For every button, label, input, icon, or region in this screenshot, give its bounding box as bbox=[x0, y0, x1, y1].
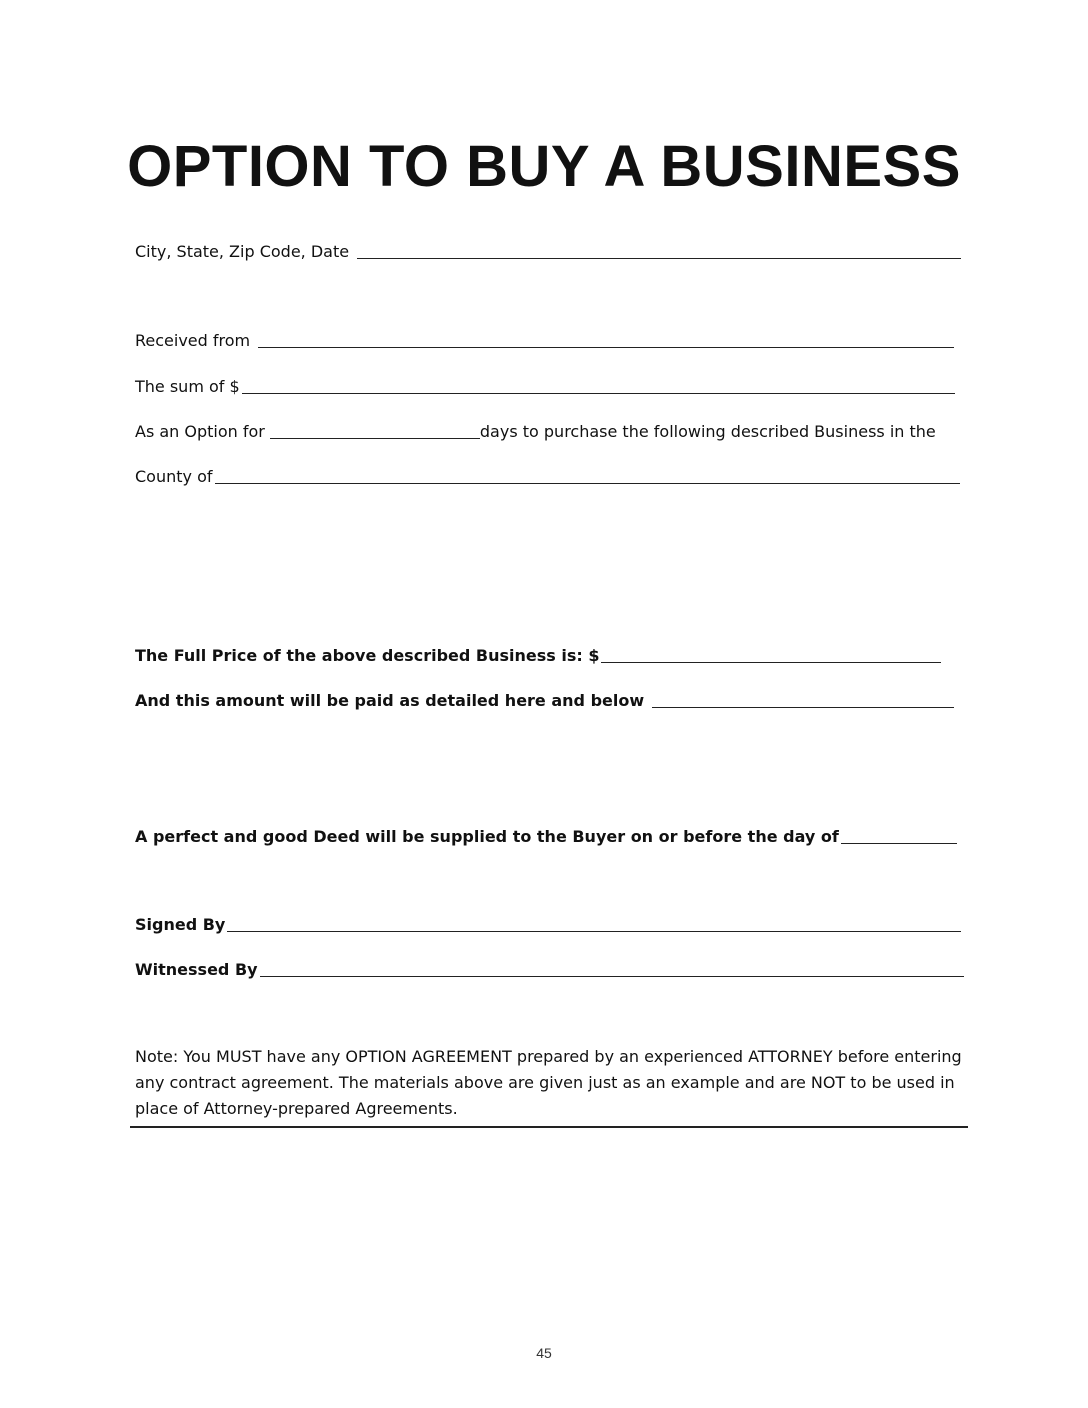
received-from-label: Received from bbox=[135, 331, 251, 350]
attorney-note: Note: You MUST have any OPTION AGREEMENT prepared by an experienced ATTORNEY before entering any contract agreement. The materials above are given just as an example and are NOT to be used in place of Attorney-prepared Agreements. bbox=[135, 1047, 962, 1118]
document-title: OPTION TO BUY A BUSINESS bbox=[127, 134, 961, 199]
sum-of-row bbox=[135, 371, 955, 397]
full-price-row bbox=[135, 640, 941, 666]
paid-detail-label: And this amount will be paid as detailed here and below bbox=[135, 691, 645, 710]
county-of-field[interactable] bbox=[215, 467, 961, 484]
city-state-zip-date-field[interactable] bbox=[357, 242, 961, 259]
received-from-row bbox=[135, 325, 954, 351]
city-state-zip-date-row bbox=[135, 236, 961, 262]
county-of-label: County of bbox=[135, 467, 213, 486]
witnessed-by-field[interactable] bbox=[260, 960, 964, 977]
sum-of-field[interactable] bbox=[242, 377, 955, 394]
deed-label: A perfect and good Deed will be supplied to the Buyer on or before the day of bbox=[135, 827, 839, 846]
witnessed-by-label: Witnessed By bbox=[135, 960, 258, 979]
signed-by-field[interactable] bbox=[227, 915, 961, 932]
signed-by-row bbox=[135, 909, 961, 935]
deed-row bbox=[135, 821, 957, 847]
full-price-field[interactable] bbox=[601, 646, 941, 663]
option-for-row bbox=[135, 416, 965, 442]
option-for-label: As an Option for bbox=[135, 422, 265, 441]
page-number: 45 bbox=[536, 1345, 552, 1361]
county-of-row bbox=[135, 461, 960, 487]
option-days-field[interactable] bbox=[270, 422, 480, 439]
city-state-zip-date-label: City, State, Zip Code, Date bbox=[135, 242, 350, 261]
note-underline-divider bbox=[130, 1126, 968, 1128]
paid-detail-row bbox=[135, 685, 954, 711]
option-days-text: days to purchase the following described Business in the bbox=[479, 422, 936, 441]
signed-by-label: Signed By bbox=[135, 915, 226, 934]
full-price-label: The Full Price of the above described Business is: $ bbox=[135, 646, 600, 665]
deed-field[interactable] bbox=[841, 827, 957, 844]
paid-detail-field[interactable] bbox=[652, 691, 954, 708]
sum-of-label: The sum of $ bbox=[135, 377, 240, 396]
received-from-field[interactable] bbox=[258, 331, 954, 348]
witnessed-by-row bbox=[135, 954, 964, 980]
